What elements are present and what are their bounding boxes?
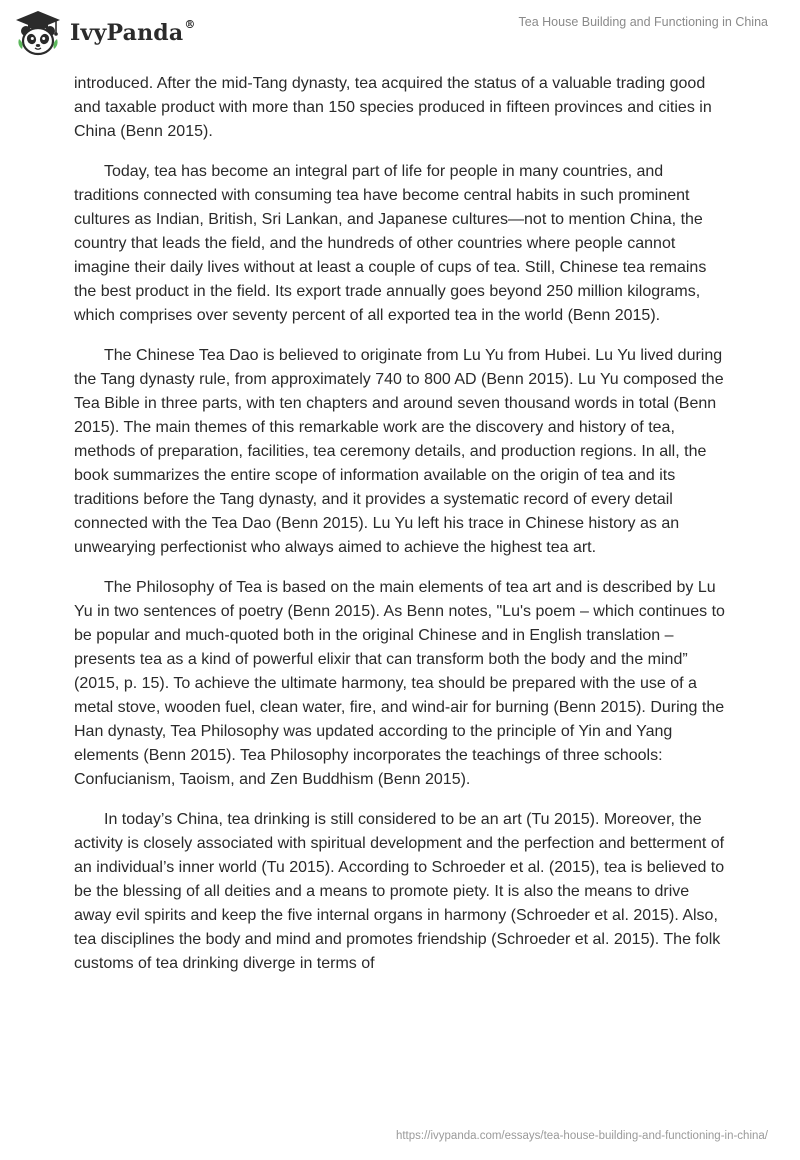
ivypanda-logo[interactable] [14,8,196,58]
paragraph: The Philosophy of Tea is based on the main elements of tea art and is described by Lu Yu in two sentences of poetry (Benn 2015). As Benn notes, "Lu's poem – which continues to be popular and much-quoted both in the original Chinese and in English translation – presents tea as a kind of powerful elixir that can transform both the body and the mind” (2015, p. 15). To achieve the ultimate harmony, tea should be prepared with the use of a metal stove, wooden fuel, clean water, fire, and wind-air for burning (Benn 2015). During the Han dynasty, Tea Philosophy was updated according to the principle of Yin and Yang elements (Benn 2015). Tea Philosophy incorporates the teachings of three schools: Confucianism, Taoism, and Zen Buddhism (Benn 2015). [74,579,725,788]
paragraph: In today’s China, tea drinking is still considered to be an art (Tu 2015). Moreover, the activity is closely associated with spiritual development and the perfection and betterment of an individual’s inner world (Tu 2015). According to Schroeder et al. (2015), tea is believed to be the blessing of all deities and a means to promote piety. It is also the means to drive away evil spirits and keep the five internal organs in harmony (Schroeder et al. 2015). Also, tea disciplines the body and mind and promotes friendship (Schroeder et al. 2015). The folk customs of tea drinking diverge in terms of [74,811,725,972]
panda-graduate-icon [14,9,62,57]
paragraph: Today, tea has become an integral part of life for people in many countries, and traditions connected with consuming tea have become central habits in such prominent cultures as Indian, British, Sri Lankan, and Japanese cultures—not to mention China, the country that leads the field, and the hundreds of other countries where people cannot imagine their daily lives without at least a couple of cups of tea. Still, Chinese tea remains the best product in the field. Its export trade annually goes beyond 250 million kilograms, which comprises over seventy percent of all exported tea in the world (Benn 2015). [74,163,707,324]
paragraph: introduced. After the mid-Tang dynasty, tea acquired the status of a valuable trading good and taxable product with more than 150 species produced in fifteen provinces and cities in China (Benn 2015). [74,75,712,140]
logo-text: IvyPanda® [70,18,196,46]
document-title: Tea House Building and Functioning in China [518,15,768,29]
source-url[interactable]: https://ivypanda.com/essays/tea-house-building-and-functioning-in-china/ [395,1130,768,1142]
page-header [0,0,800,70]
essay-body [74,72,726,992]
paragraph: The Chinese Tea Dao is believed to originate from Lu Yu from Hubei. Lu Yu lived during the Tang dynasty rule, from approximately 740 to 800 AD (Benn 2015). Lu Yu composed the Tea Bible in three parts, with ten chapters and around seven thousand words in total (Benn 2015). The main themes of this remarkable work are the discovery and history of tea, methods of preparation, facilities, tea ceremony details, and production regions. In all, the book summarizes the entire scope of information available on the origin of tea and its traditions before the Tang dynasty, and it provides a systematic record of every detail connected with the Tea Dao (Benn 2015). Lu Yu left his trace in Chinese history as an unwearying perfectionist who always aimed to achieve the highest tea art. [74,347,724,556]
